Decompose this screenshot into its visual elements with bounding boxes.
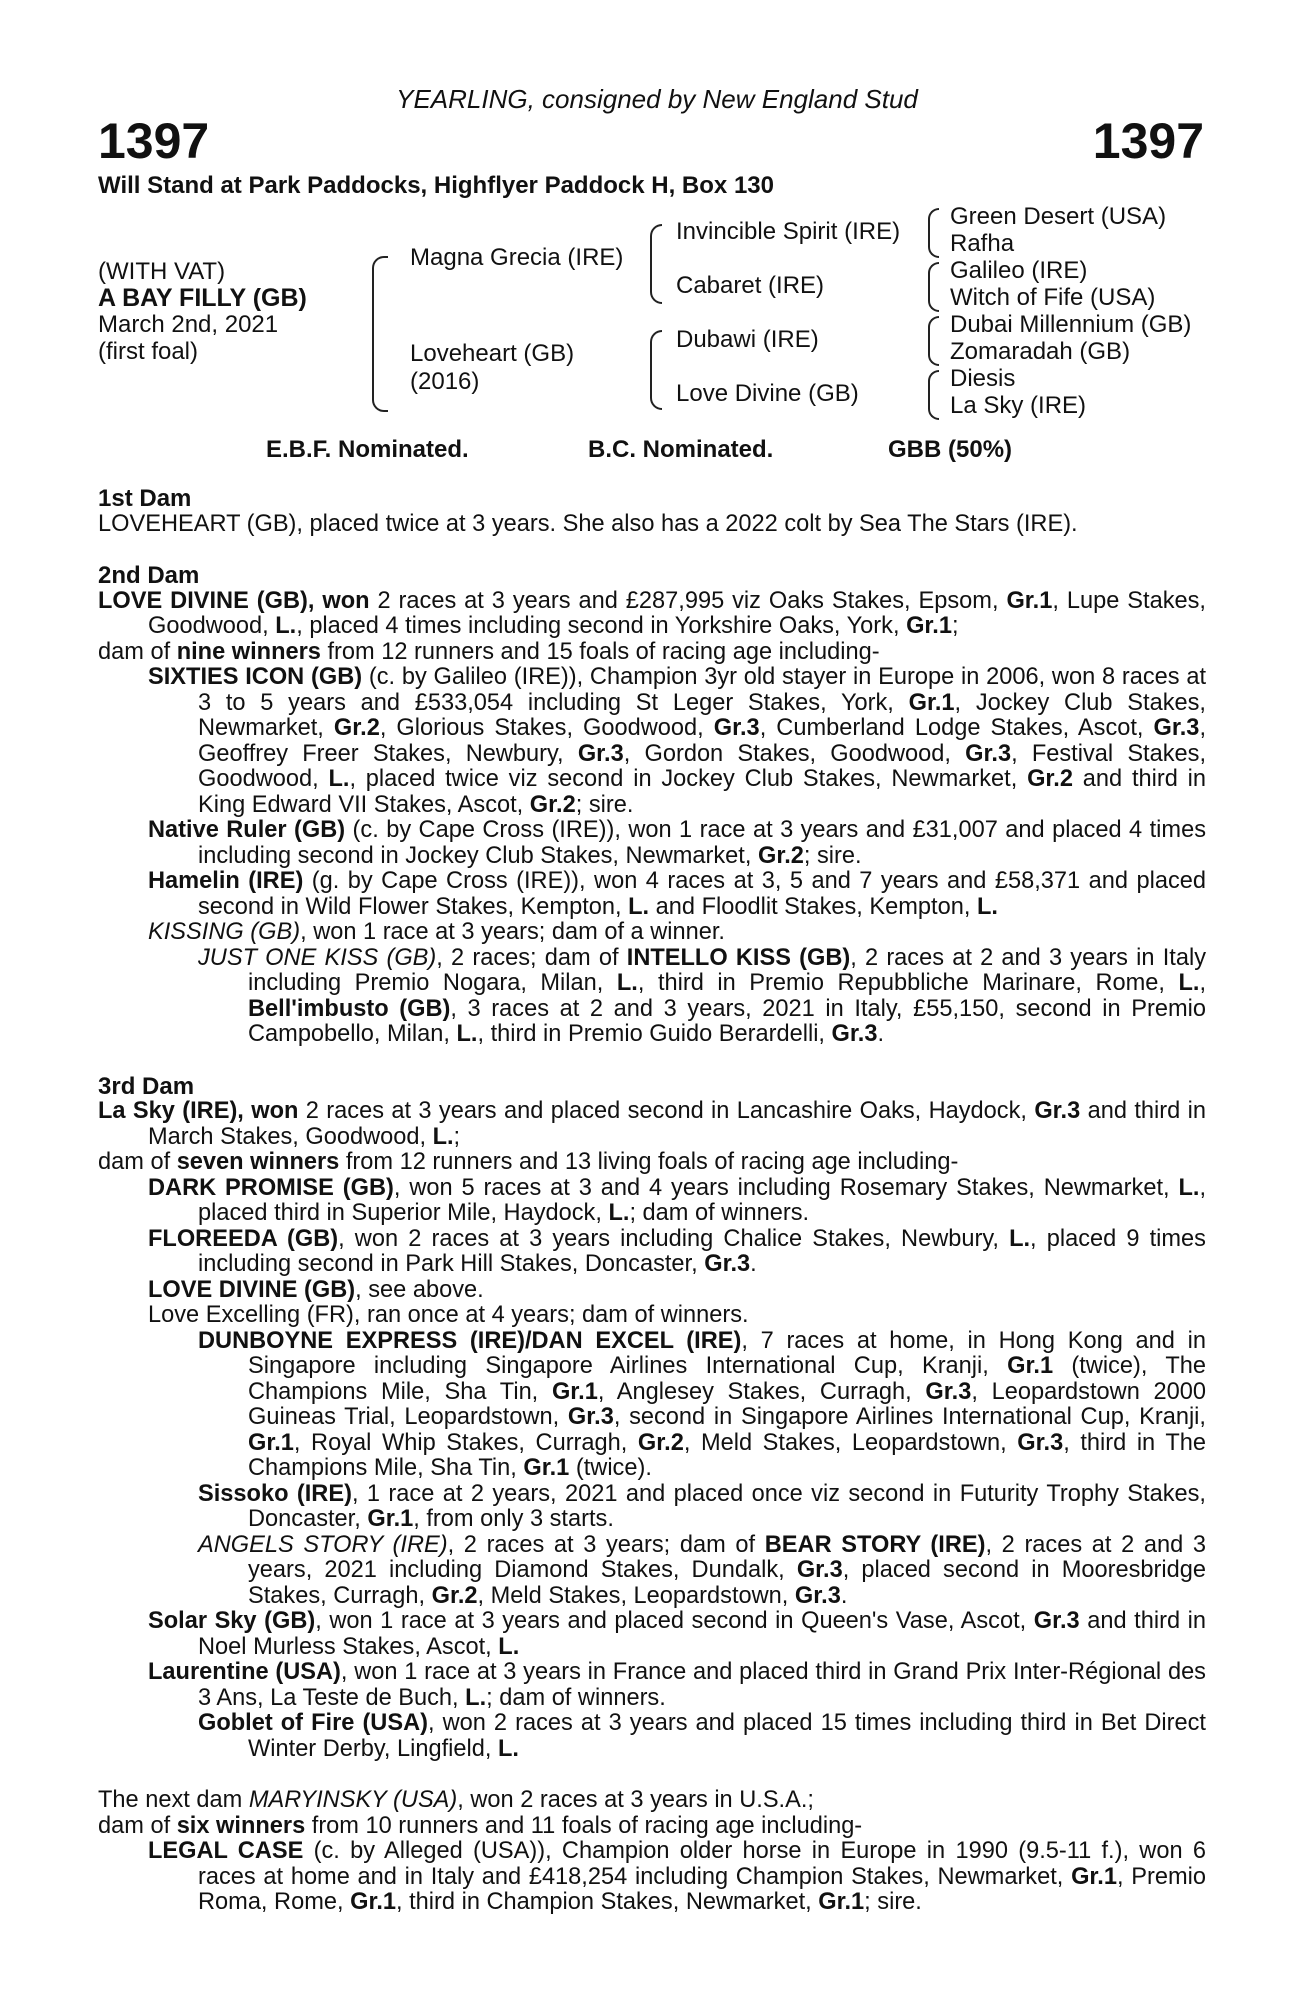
- third-dam-heading: 3rd Dam: [98, 1072, 195, 1100]
- produce-angels-story: ANGELS STORY (IRE), 2 races at 3 years; dam of BEAR STORY (IRE), 2 races at 2 and 3 years, 2021 including Diamond Stakes, Dundalk, Gr.3, placed second in Mooresbridge Stakes, Curragh, Gr.2, Meld Stakes, Leopardstown, Gr.3.: [198, 1531, 1206, 1609]
- produce-love-excelling: Love Excelling (FR), ran once at 4 years; dam of winners.: [148, 1302, 749, 1328]
- sire-dam: Cabaret (IRE): [676, 272, 825, 299]
- produce-love-divine: LOVE DIVINE (GB), see above.: [148, 1276, 484, 1303]
- pedigree-brace-g2-1: [928, 208, 939, 258]
- third-dam-entry: La Sky (IRE), won 2 races at 3 years and placed second in Lancashire Oaks, Haydock, Gr.3 and third in March Stakes, Goodwood, L.;: [98, 1098, 1206, 1150]
- gen3-4: Witch of Fife (USA): [950, 284, 1156, 311]
- gen3-1: Green Desert (USA): [950, 203, 1167, 230]
- gen3-6: Zomaradah (GB): [950, 338, 1131, 365]
- pedigree-brace-g2-3: [928, 316, 939, 366]
- produce-hamelin: Hamelin (IRE) (g. by Cape Cross (IRE)), won 4 races at 3, 5 and 7 years and £58,371 and placed second in Wild Flower Stakes, Kempton, L. and Floodlit Stakes, Kempton, L.: [148, 868, 1206, 920]
- standing-location: Will Stand at Park Paddocks, Highflyer Paddock H, Box 130: [98, 172, 774, 199]
- lot-number-left: 1397: [98, 113, 210, 169]
- produce-floreeda: FLOREEDA (GB), won 2 races at 3 years including Chalice Stakes, Newbury, L., placed 9 times including second in Park Hill Stakes, Doncaster, Gr.3.: [148, 1225, 1206, 1277]
- sire: Magna Grecia (IRE): [410, 244, 624, 271]
- pedigree-brace-g2-4: [928, 370, 939, 420]
- produce-dark-promise: DARK PROMISE (GB), won 5 races at 3 and 4 years including Rosemary Stakes, Newmarket, L., placed third in Superior Mile, Haydock, L.; dam of winners.: [148, 1174, 1206, 1226]
- dam: Loveheart (GB): [410, 340, 575, 367]
- first-dam-text: LOVEHEART (GB), placed twice at 3 years. She also has a 2022 colt by Sea The Stars (IRE).: [98, 510, 1078, 537]
- ebf-nomination: E.B.F. Nominated.: [266, 436, 469, 463]
- gen3-2: Rafha: [950, 230, 1015, 257]
- second-dam-entry: LOVE DIVINE (GB), won 2 races at 3 years and £287,995 viz Oaks Stakes, Epsom, Gr.1, Lupe Stakes, Goodwood, L., placed 4 times including second in Yorkshire Oaks, York, Gr.1;: [98, 587, 1206, 639]
- lot-number-right: 1397: [1092, 113, 1204, 169]
- subject-note: (first foal): [98, 338, 199, 365]
- produce-sixties-icon: SIXTIES ICON (GB) (c. by Galileo (IRE)), Champion 3yr old stayer in Europe in 2006, won 8 races at 3 to 5 years and £533,054 including St Leger Stakes, York, Gr.1, Jockey Club Stakes, Newmarket, Gr.2, Glorious Stakes, Goodwood, Gr.3, Cumberland Lodge Stakes, Ascot, Gr.3, Geoffrey Freer Stakes, Newbury, Gr.3, Gordon Stakes, Goodwood, Gr.3, Festival Stakes, Goodwood, L., placed twice viz second in Jockey Club Stakes, Newmarket, Gr.2 and third in King Edward VII Stakes, Ascot, Gr.2; sire.: [148, 664, 1207, 818]
- subject-name: A BAY FILLY (GB): [98, 284, 307, 312]
- produce-solar-sky: Solar Sky (GB), won 1 race at 3 years and placed second in Queen's Vase, Ascot, Gr.3 and third in Noel Murless Stakes, Ascot, L.: [148, 1608, 1207, 1660]
- gbb-nomination: GBB (50%): [888, 436, 1013, 463]
- dam-year: (2016): [410, 368, 480, 395]
- first-dam-heading: 1st Dam: [98, 485, 192, 512]
- subject-dob: March 2nd, 2021: [98, 311, 279, 338]
- next-dam-produce-intro: dam of six winners from 10 runners and 11 foals of racing age including-: [98, 1812, 863, 1839]
- pedigree-brace-dam: [650, 330, 662, 410]
- gen3-7: Diesis: [950, 365, 1016, 392]
- second-dam-heading: 2nd Dam: [98, 562, 200, 589]
- pedigree-brace-main: [372, 256, 388, 412]
- dam-dam: Love Divine (GB): [676, 380, 859, 407]
- consignment-line: YEARLING, consigned by New England Stud: [396, 84, 918, 114]
- produce-legal-case: LEGAL CASE (c. by Alleged (USA)), Champion older horse in Europe in 1990 (9.5-11 f.), won 6 races at home and in Italy and £418,254 including Champion Stakes, Newmarket, Gr.1, Premio Roma, Rome, Gr.1, third in Champion Stakes, Newmarket, Gr.1; sire.: [148, 1838, 1206, 1915]
- produce-native-ruler: Native Ruler (GB) (c. by Cape Cross (IRE)), won 1 race at 3 years and £31,007 and placed 4 times including second in Jockey Club Stakes, Newmarket, Gr.2; sire.: [148, 817, 1206, 869]
- produce-dunboyne-express: DUNBOYNE EXPRESS (IRE)/DAN EXCEL (IRE), 7 races at home, in Hong Kong and in Singapore including Singapore Airlines International Cup, Kranji, Gr.1 (twice), The Champions Mile, Sha Tin, Gr.1, Anglesey Stakes, Curragh, Gr.3, Leopardstown 2000 Guineas Trial, Leopardstown, Gr.3, second in Singapore Airlines International Cup, Kranji, Gr.1, Royal Whip Stakes, Curragh, Gr.2, Meld Stakes, Leopardstown, Gr.3, third in The Champions Mile, Sha Tin, Gr.1 (twice).: [198, 1327, 1206, 1481]
- third-dam-produce-intro: dam of seven winners from 12 runners and 13 living foals of racing age including-: [98, 1149, 959, 1175]
- gen3-3: Galileo (IRE): [950, 257, 1088, 284]
- pedigree-brace-g2-2: [928, 262, 939, 312]
- produce-just-one-kiss: JUST ONE KISS (GB), 2 races; dam of INTELLO KISS (GB), 2 races at 2 and 3 years in Italy including Premio Nogara, Milan, L., third in Premio Repubbliche Marinare, Rome, L., Bell'imbusto (GB), 3 races at 2 and 3 years, 2021 in Italy, £55,150, second in Premio Campobello, Milan, L., third in Premio Guido Berardelli, Gr.3.: [198, 944, 1206, 1047]
- next-dam-entry: The next dam MARYINSKY (USA), won 2 races at 3 years in U.S.A.;: [98, 1787, 814, 1813]
- produce-goblet-of-fire: Goblet of Fire (USA), won 2 races at 3 years and placed 15 times including third in Bet Direct Winter Derby, Lingfield, L.: [198, 1710, 1206, 1762]
- dam-sire: Dubawi (IRE): [676, 326, 819, 353]
- bc-nomination: B.C. Nominated.: [588, 436, 774, 463]
- second-dam-produce-intro: dam of nine winners from 12 runners and 15 foals of racing age including-: [98, 638, 880, 665]
- sire-sire: Invincible Spirit (IRE): [676, 218, 901, 245]
- gen3-8: La Sky (IRE): [950, 392, 1087, 419]
- pedigree-brace-sire: [650, 224, 662, 304]
- produce-kissing: KISSING (GB), won 1 race at 3 years; dam of a winner.: [148, 919, 725, 945]
- produce-laurentine: Laurentine (USA), won 1 race at 3 years in France and placed third in Grand Prix Inter-Régional des 3 Ans, La Teste de Buch, L.; dam of winners.: [148, 1659, 1206, 1711]
- gen3-5: Dubai Millennium (GB): [950, 311, 1192, 338]
- produce-sissoko: Sissoko (IRE), 1 race at 2 years, 2021 and placed once viz second in Futurity Trophy Stakes, Doncaster, Gr.1, from only 3 starts.: [198, 1480, 1206, 1532]
- vat-note: (WITH VAT): [98, 258, 226, 285]
- dam-history: [98, 486, 1206, 1916]
